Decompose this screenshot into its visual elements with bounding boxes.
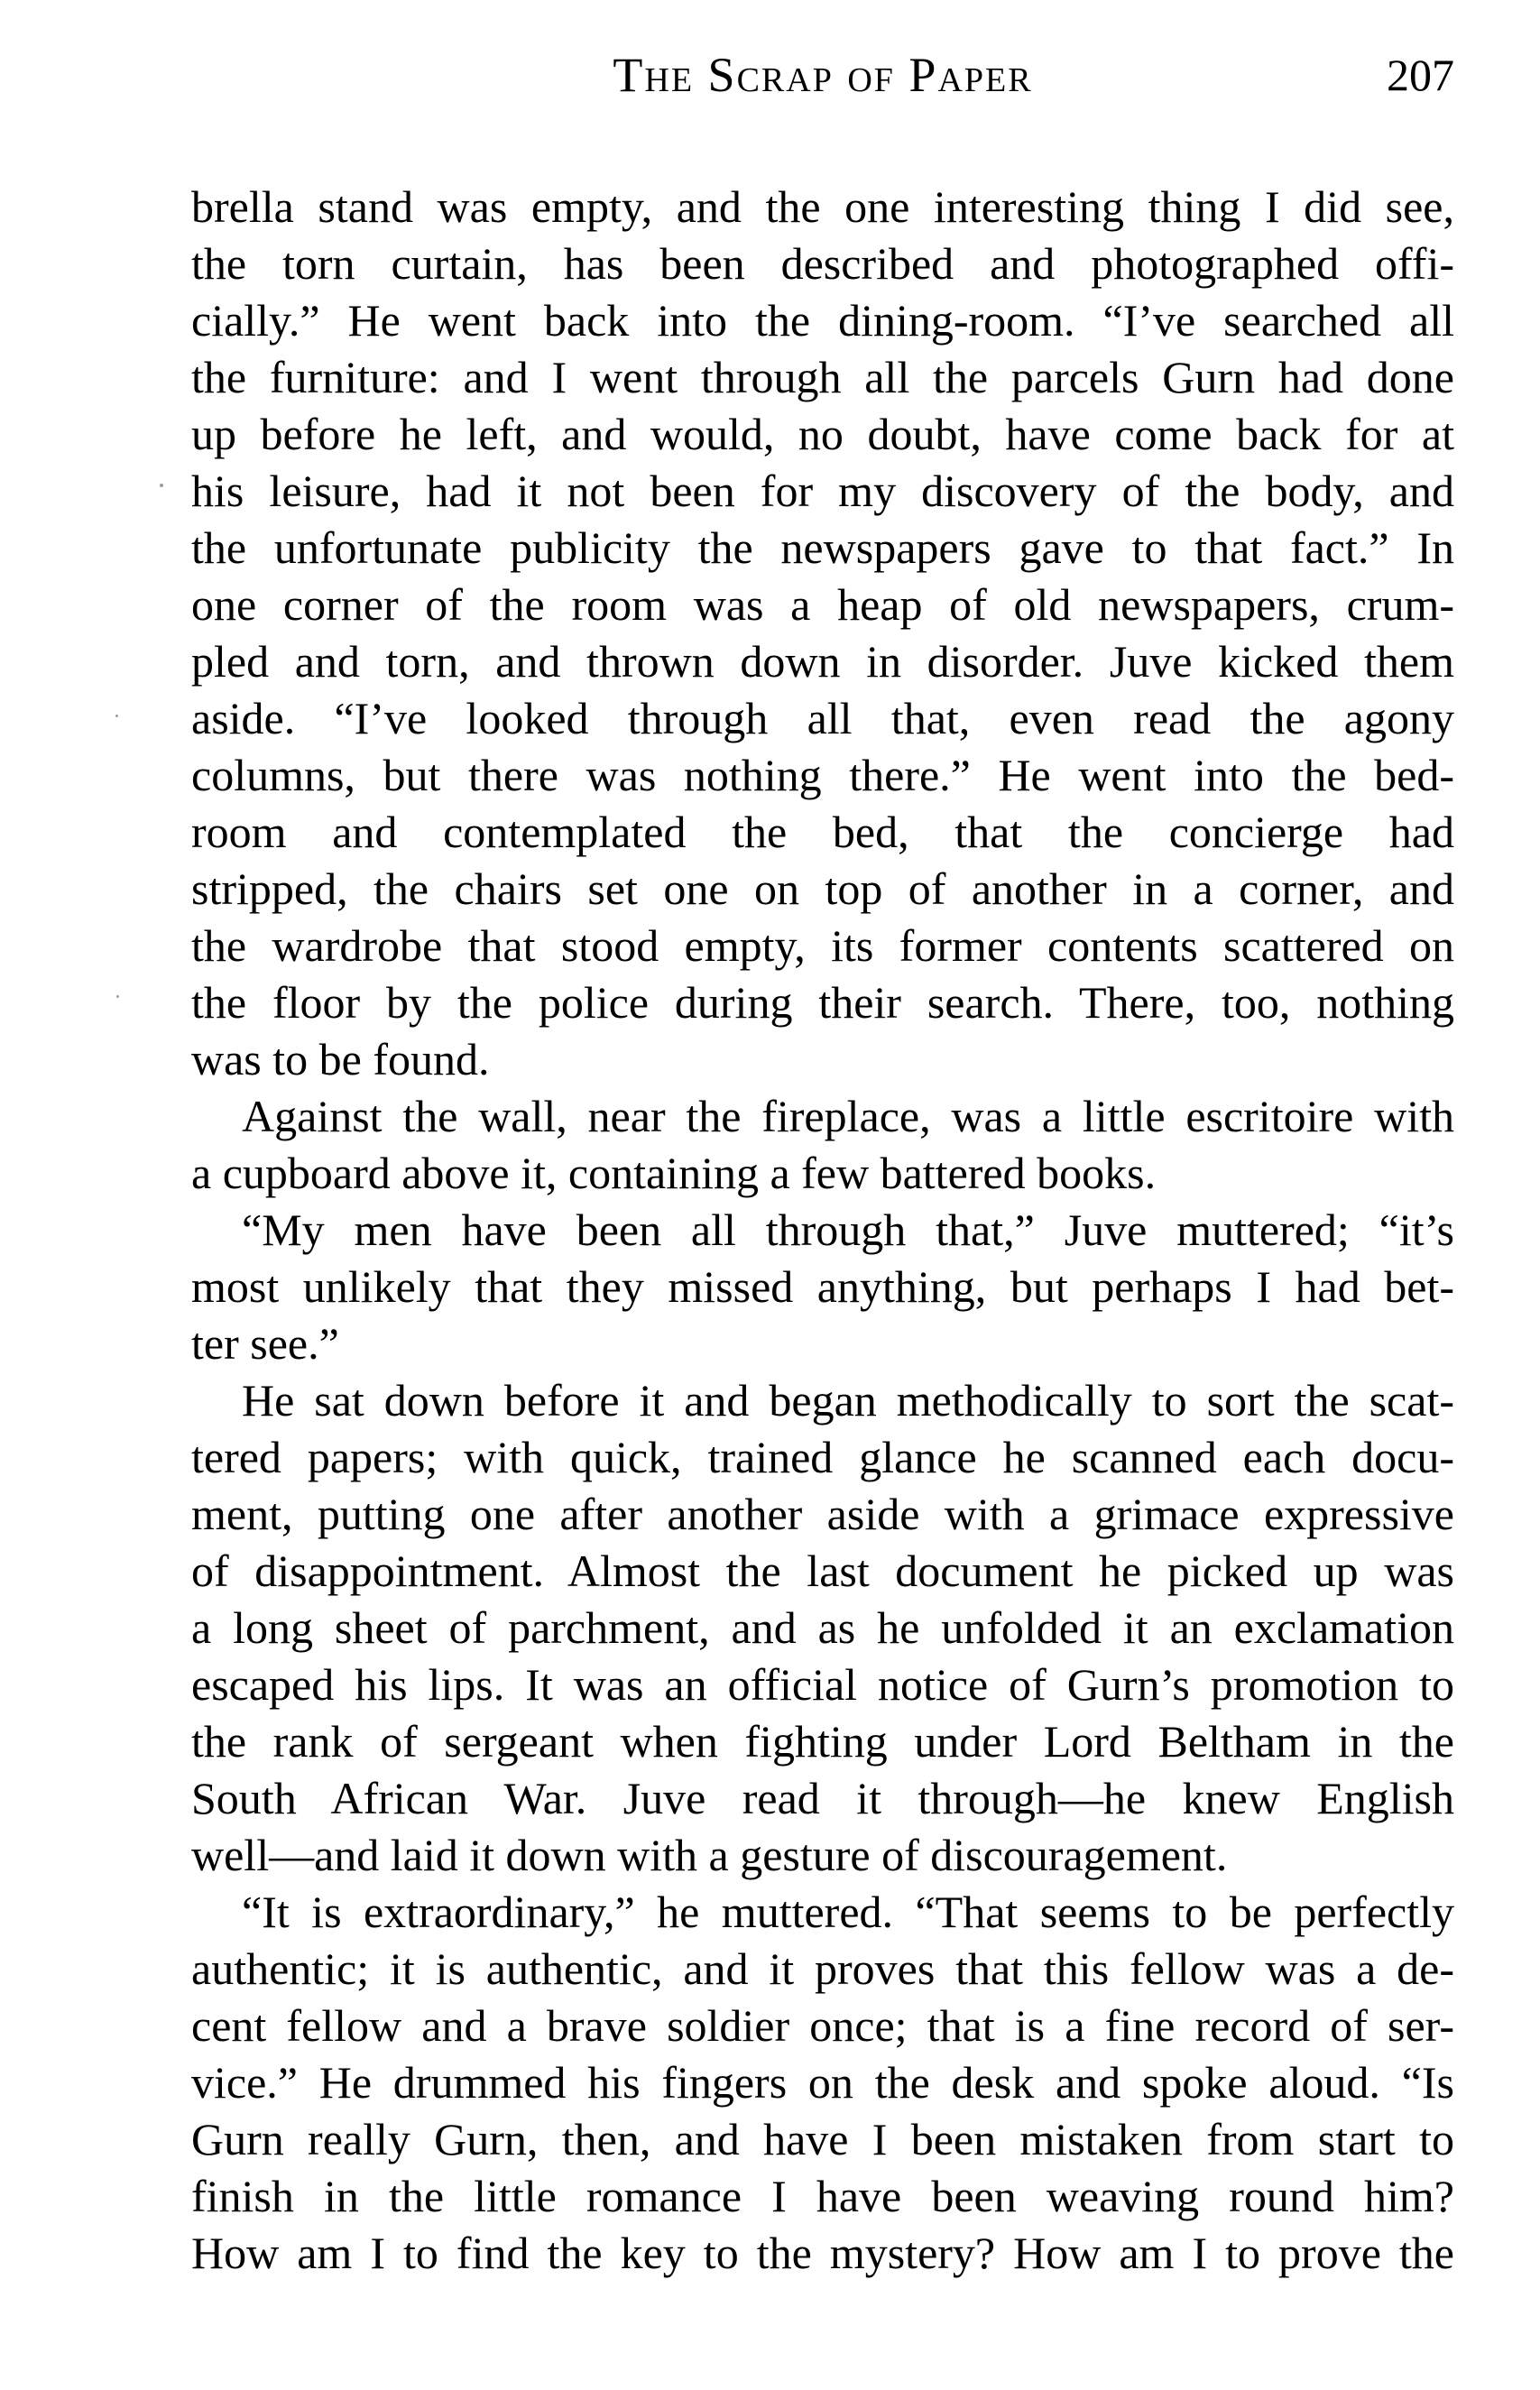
text-line: up before he left, and would, no doubt, have come back for at (191, 409, 1454, 459)
page-title: The Scrap of Paper (613, 48, 1033, 102)
text-line: ter see.” (191, 1318, 339, 1369)
scan-speck (115, 715, 118, 717)
text-line: the rank of sergeant when fighting under Lord Beltham in the (191, 1716, 1454, 1767)
text-line: tered papers; with quick, trained glance he scanned each docu- (191, 1432, 1454, 1482)
running-header (191, 47, 1454, 104)
text-line: escaped his lips. It was an official notice of Gurn’s promotion to (191, 1659, 1454, 1710)
text-line: of disappointment. Almost the last document he picked up was (191, 1546, 1454, 1596)
text-line: well—and laid it down with a gesture of discouragement. (191, 1830, 1228, 1880)
text-line: finish in the little romance I have been weaving round him? (191, 2171, 1454, 2221)
text-line: cially.” He went back into the dining-room. “I’ve searched all (191, 295, 1454, 346)
text-line: vice.” He drummed his fingers on the desk and spoke aloud. “Is (191, 2057, 1454, 2108)
text-line: the unfortunate publicity the newspapers gave to that fact.” In (191, 522, 1454, 573)
scan-speck (160, 484, 163, 487)
text-line: South African War. Juve read it through—he knew English (191, 1773, 1454, 1823)
text-line: the furniture: and I went through all the parcels Gurn had done (191, 352, 1454, 402)
text-line: Against the wall, near the fireplace, was a little escritoire with (242, 1091, 1454, 1141)
text-line: the floor by the police during their search. There, too, nothing (191, 977, 1454, 1028)
text-line: a long sheet of parchment, and as he unfolded it an exclamation (191, 1602, 1454, 1653)
text-line: “My men have been all through that,” Juve muttered; “it’s (242, 1204, 1454, 1255)
text-line: authentic; it is authentic, and it proves that this fellow was a de- (191, 1943, 1454, 1994)
text-line: cent fellow and a brave soldier once; that is a fine record of ser- (191, 2000, 1454, 2051)
text-line: “It is extraordinary,” he muttered. “That seems to be perfectly (242, 1887, 1454, 1937)
page-number: 207 (1387, 50, 1454, 100)
text-line: a cupboard above it, containing a few battered books. (191, 1148, 1157, 1198)
text-line: pled and torn, and thrown down in disorder. Juve kicked them (191, 636, 1454, 687)
text-line: his leisure, had it not been for my discovery of the body, and (191, 466, 1454, 516)
scan-speck (116, 995, 119, 998)
text-line: ment, putting one after another aside with a grimace expressive (191, 1489, 1454, 1539)
text-line: room and contemplated the bed, that the concierge had (191, 807, 1454, 857)
text-line: one corner of the room was a heap of old newspapers, crum- (191, 579, 1454, 630)
text-line: How am I to find the key to the mystery? How am I to prove the (191, 2228, 1454, 2278)
text-line: stripped, the chairs set one on top of another in a corner, and (191, 863, 1454, 914)
text-line: was to be found. (191, 1034, 490, 1084)
text-line: the torn curtain, has been described and photographed offi- (191, 238, 1454, 289)
text-line: aside. “I’ve looked through all that, even read the agony (191, 693, 1454, 743)
text-line: columns, but there was nothing there.” He went into the bed- (191, 750, 1454, 800)
text-line: most unlikely that they missed anything, but perhaps I had bet- (191, 1261, 1454, 1312)
page-body (191, 179, 1454, 2282)
text-line: He sat down before it and began methodically to sort the scat- (242, 1375, 1454, 1426)
text-line: brella stand was empty, and the one interesting thing I did see, (191, 181, 1454, 232)
text-line: Gurn really Gurn, then, and have I been mistaken from start to (191, 2114, 1454, 2164)
text-line: the wardrobe that stood empty, its former contents scattered on (191, 920, 1454, 971)
